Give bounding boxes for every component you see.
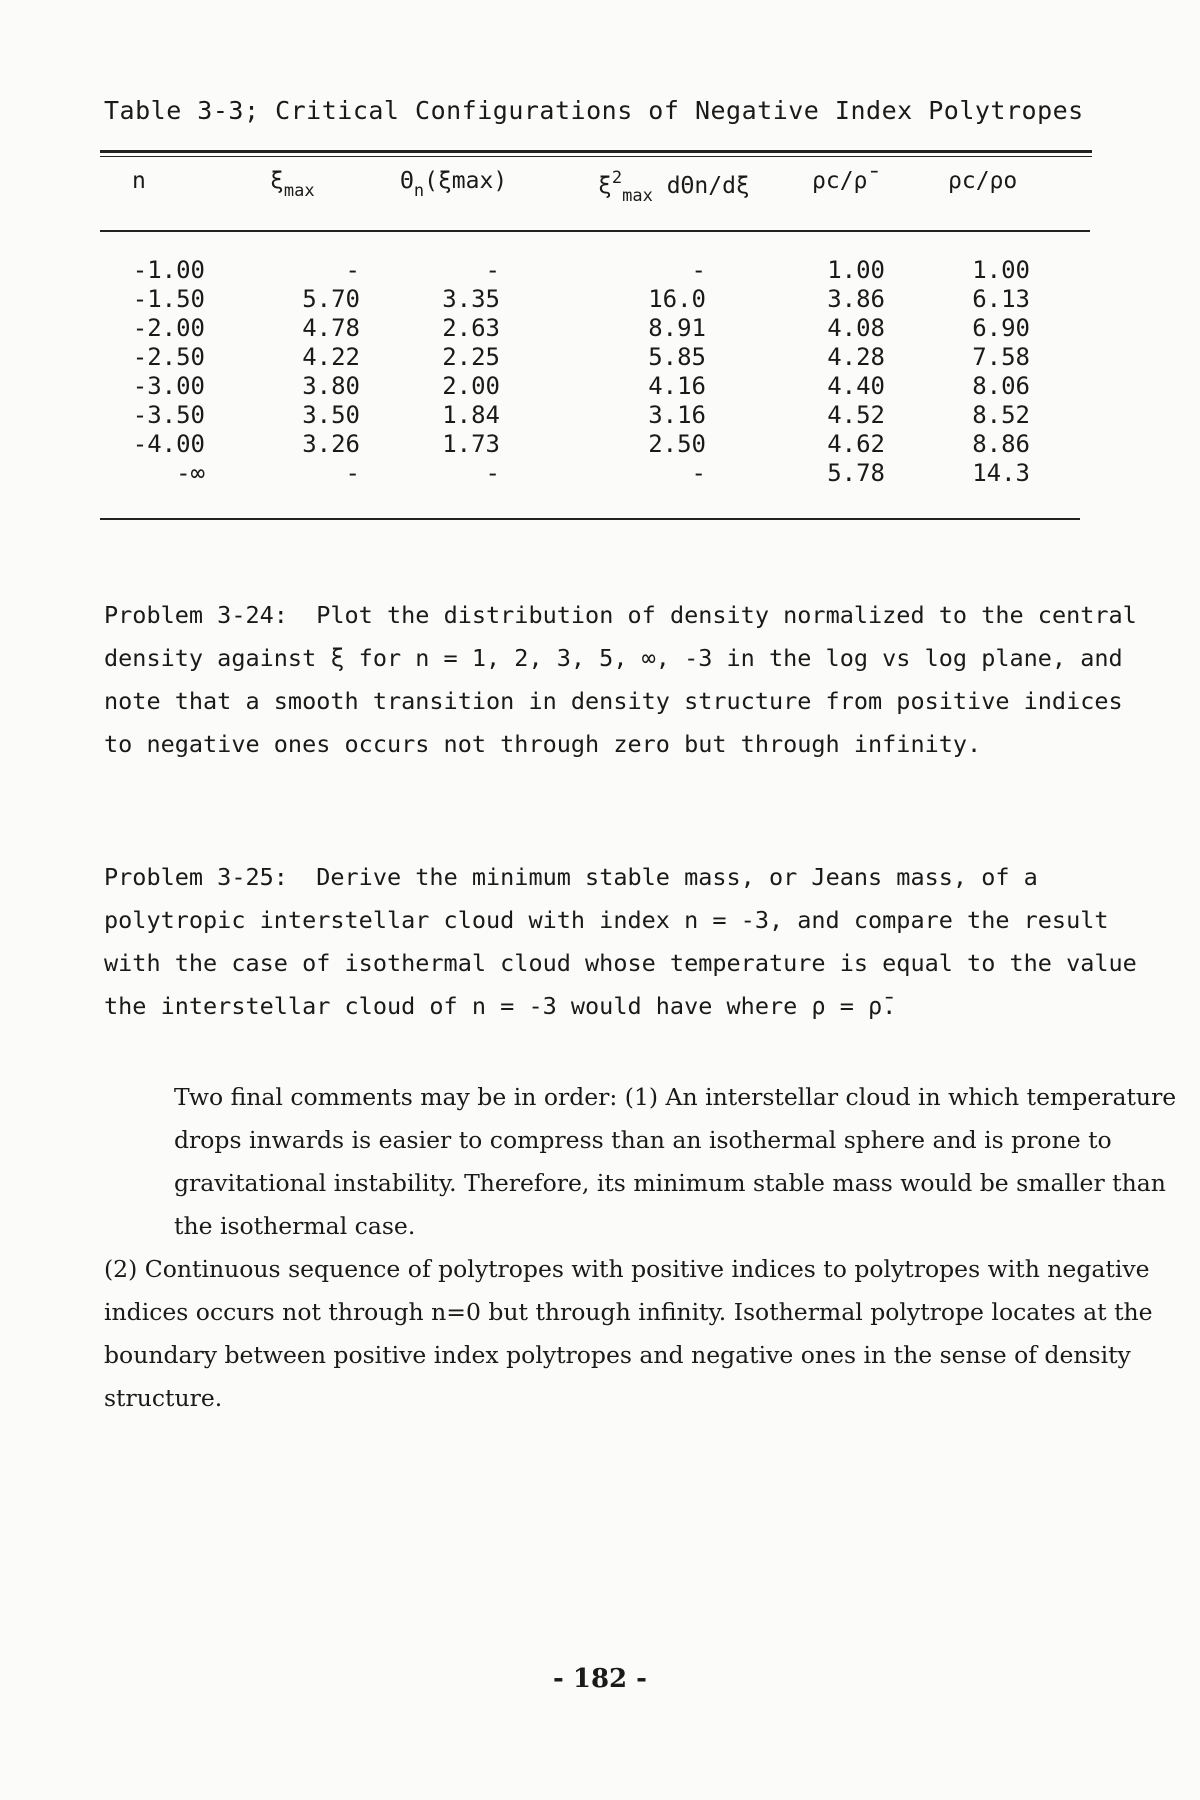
table-cell: 3.35 — [442, 285, 500, 313]
table-cell: 3.16 — [648, 401, 706, 429]
final-comments — [104, 1076, 1184, 1420]
table-cell: 4.78 — [302, 314, 360, 342]
table-cell: 8.52 — [972, 401, 1030, 429]
table-cell: 2.50 — [648, 430, 706, 458]
table-cell: 2.63 — [442, 314, 500, 342]
problem-3-25 — [104, 856, 1154, 1028]
table-cell: 6.90 — [972, 314, 1030, 342]
table-cell: 4.22 — [302, 343, 360, 371]
comment-one: Two final comments may be in order: (1) An interstellar cloud in which temperature drops inwards is easier to compress than an isothermal sphere and is prone to gravitational instability. Therefore, its minimum stable mass would be smaller than the isothermal case. — [174, 1083, 1177, 1240]
header-xi2-sub: max — [622, 186, 653, 206]
table-cell: 4.62 — [827, 430, 885, 458]
table-cell: 1.00 — [972, 256, 1030, 284]
header-xi2-dtheta — [598, 168, 750, 206]
problem-3-24 — [104, 594, 1154, 766]
table-cell: 4.40 — [827, 372, 885, 400]
table-top-rule — [100, 150, 1092, 153]
table-cell: 1.00 — [827, 256, 885, 284]
table-cell: 4.28 — [827, 343, 885, 371]
table-cell: 7.58 — [972, 343, 1030, 371]
table-cell: -1.50 — [132, 285, 205, 313]
header-theta-symbol: Θ — [400, 168, 414, 194]
table-cell: - — [485, 256, 500, 284]
table-cell: 2.25 — [442, 343, 500, 371]
header-xi-sub: max — [283, 181, 315, 201]
table-cell: 5.85 — [648, 343, 706, 371]
problem-text: Plot the distribution of density normalized to the central density against ξ for n = 1, 2, 3, 5, ∞, -3 in the log vs log plane, and note that a smooth transition in density structure from positive indices to negative ones occurs not through zero but through infinity. — [104, 601, 1137, 758]
table-cell: 16.0 — [648, 285, 706, 313]
table-cell: - — [691, 256, 706, 284]
header-xi2-symbol: ξ — [598, 173, 612, 199]
table-cell: -1.00 — [132, 256, 205, 284]
table-cell: -3.50 — [132, 401, 205, 429]
table-cell: 6.13 — [972, 285, 1030, 313]
table-cell: 14.3 — [972, 459, 1030, 487]
header-rho-c-bar — [812, 168, 867, 194]
table-header-rule — [100, 230, 1090, 232]
table-cell: 2.00 — [442, 372, 500, 400]
table-cell: -3.00 — [132, 372, 205, 400]
table-cell: - — [345, 256, 360, 284]
header-dtheta: dΘn/dξ — [666, 173, 750, 199]
table-cell: - — [691, 459, 706, 487]
table-cell: 5.78 — [827, 459, 885, 487]
table-cell: 3.26 — [302, 430, 360, 458]
header-theta-sub: n — [413, 181, 425, 201]
table-cell: 3.86 — [827, 285, 885, 313]
header-rho-c-o-text: ρc/ρo — [948, 168, 1018, 194]
table-caption: Table 3-3; Critical Configurations of Negative Index Polytropes — [104, 96, 1084, 125]
header-rho-c-o — [948, 168, 1017, 194]
comment-two: (2) Continuous sequence of polytropes with positive indices to polytropes with negative indices occurs not through n=0 but through infinity. Isothermal polytrope locates at the boundary between positive index polytropes and negative ones in the sense of density structure. — [104, 1255, 1153, 1412]
page-number: - 182 - — [553, 1664, 647, 1694]
table-cell: 3.80 — [302, 372, 360, 400]
header-theta-arg: (ξmax) — [424, 168, 508, 194]
table-cell: 5.70 — [302, 285, 360, 313]
problem-label: Problem 3-25: — [104, 863, 288, 891]
header-xi2-sup: 2 — [611, 168, 623, 188]
table-cell: 8.91 — [648, 314, 706, 342]
table-cell: 4.16 — [648, 372, 706, 400]
table-cell: - — [345, 459, 360, 487]
table-cell: -2.50 — [132, 343, 205, 371]
table-bottom-rule — [100, 518, 1080, 520]
problem-text: Derive the minimum stable mass, or Jeans mass, of a polytropic interstellar cloud with index n = -3, and compare the result with the case of isothermal cloud whose temperature is equal to the value the interstellar cloud of n = -3 would have where ρ = ρ̄. — [104, 863, 1137, 1020]
header-n-symbol: n — [132, 168, 146, 194]
header-n — [132, 168, 146, 194]
table-cell: 3.50 — [302, 401, 360, 429]
table-cell: 8.86 — [972, 430, 1030, 458]
table-cell: 8.06 — [972, 372, 1030, 400]
header-xi-symbol: ξ — [270, 168, 284, 194]
table-cell: -2.00 — [132, 314, 205, 342]
table-cell: 4.08 — [827, 314, 885, 342]
table-cell: -∞ — [176, 459, 205, 487]
problem-label: Problem 3-24: — [104, 601, 288, 629]
header-xi-max — [270, 168, 315, 201]
table-cell: 1.73 — [442, 430, 500, 458]
header-theta — [400, 168, 507, 201]
table-cell: 1.84 — [442, 401, 500, 429]
table-top-rule-thin — [100, 156, 1092, 157]
table-cell: 4.52 — [827, 401, 885, 429]
table-cell: -4.00 — [132, 430, 205, 458]
header-rho-c-bar-text: ρc/ρ̄ — [812, 168, 868, 194]
table-cell: - — [485, 459, 500, 487]
